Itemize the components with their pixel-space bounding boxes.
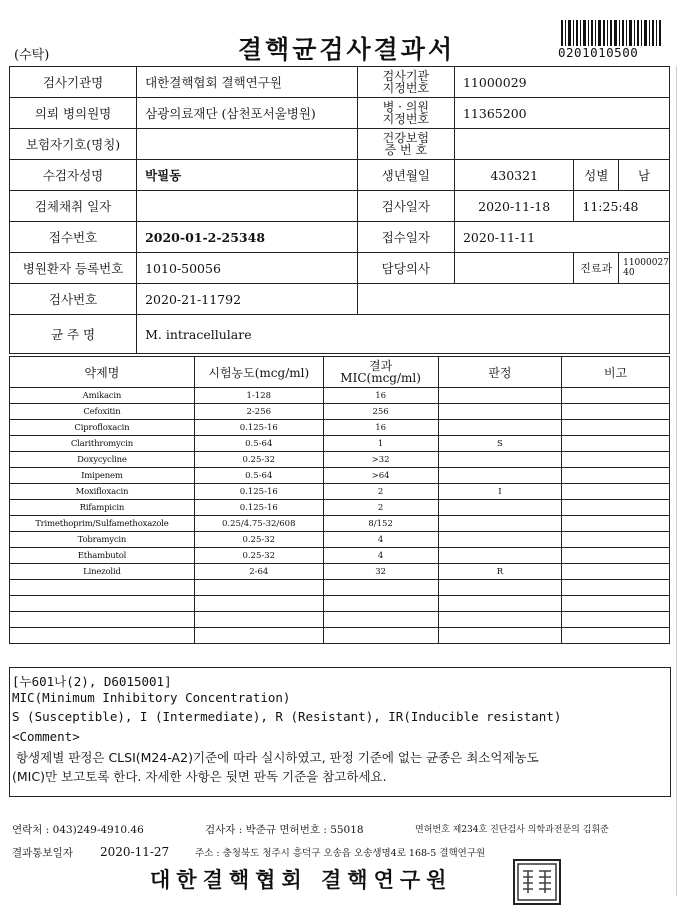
table-row (10, 596, 670, 612)
cell-interp (438, 516, 562, 532)
test-date-label: 검사일자 (357, 191, 454, 222)
document-title: 결핵균검사결과서 (237, 35, 456, 64)
patient-info-table (9, 66, 670, 354)
table-row (10, 484, 670, 500)
table-row (10, 500, 670, 516)
cell-remark (562, 596, 670, 612)
cell-remark (562, 580, 670, 596)
table-row (10, 612, 670, 628)
table-row (10, 564, 670, 580)
species-value: M. intracellulare (137, 315, 670, 354)
cell-range: 1-128 (194, 388, 323, 404)
cell-range: 0.25-32 (194, 452, 323, 468)
cell-interp (438, 612, 562, 628)
dept-label: 진료과 (574, 253, 619, 284)
cell-mic: 8/152 (323, 516, 438, 532)
notes-code: [누601나(2), D6015001] (12, 674, 172, 689)
receipt-tag: (수탁) (14, 48, 50, 63)
empty-cell (357, 284, 669, 315)
lab-code-label: 검사기관 지정번호 (357, 67, 454, 98)
cell-interp (438, 628, 562, 644)
notes-comment-1: 항생제별 판정은 CLSI(M24-A2)기준에 따라 실시하였고, 판정 기준에 없는 균종은 최소억제농도 (12, 750, 539, 765)
cell-remark (562, 436, 670, 452)
patient-name-label: 수검자성명 (10, 160, 137, 191)
cell-range: 0.125-16 (194, 500, 323, 516)
cell-drug (10, 612, 195, 628)
cell-remark (562, 484, 670, 500)
cell-drug: Rifampicin (10, 500, 195, 516)
susceptibility-table (9, 356, 670, 644)
footer-report-date: 2020-11-27 (100, 845, 170, 859)
cell-interp (438, 580, 562, 596)
receipt-no-value: 2020-01-2-25348 (137, 222, 358, 253)
cell-range: 0.25/4.75-32/608 (194, 516, 323, 532)
cell-mic (323, 596, 438, 612)
cell-drug (10, 628, 195, 644)
cell-mic (323, 612, 438, 628)
table-row (10, 404, 670, 420)
col-drug: 약제명 (10, 357, 195, 388)
cell-drug: Cefoxitin (10, 404, 195, 420)
cell-interp (438, 404, 562, 420)
patient-reg-label: 병원환자 등록번호 (10, 253, 137, 284)
cell-mic: 2 (323, 484, 438, 500)
cell-range: 0.25-32 (194, 548, 323, 564)
cell-interp (438, 468, 562, 484)
cell-mic (323, 628, 438, 644)
cell-interp (438, 532, 562, 548)
barcode-number: 0201010500 (558, 45, 639, 60)
footer-license: 면허번호 제234호 진단검사 의학과전문의 김휘준 (415, 825, 609, 835)
cell-remark (562, 388, 670, 404)
cell-remark (562, 548, 670, 564)
scan-edge-line (676, 66, 677, 896)
sex-label: 성별 (574, 160, 619, 191)
footer-address: 주소 : 충청북도 청주시 흥덕구 오송읍 오송생명4로 168-5 결핵연구원 (195, 848, 486, 859)
cell-mic: 16 (323, 420, 438, 436)
health-ins-label: 건강보험 증 번 호 (357, 129, 454, 160)
hospital-label: 의뢰 병의원명 (10, 98, 137, 129)
cell-range: 2-64 (194, 564, 323, 580)
cell-remark (562, 628, 670, 644)
cell-drug: Moxifloxacin (10, 484, 195, 500)
cell-range (194, 596, 323, 612)
cell-drug: Clarithromycin (10, 436, 195, 452)
table-row (10, 580, 670, 596)
footer-report-date-label: 결과통보일자 (12, 847, 73, 859)
cell-drug: Linezolid (10, 564, 195, 580)
cell-remark (562, 420, 670, 436)
patient-name-value: 박필동 (137, 160, 358, 191)
cell-range (194, 580, 323, 596)
cell-mic: 16 (323, 388, 438, 404)
cell-interp (438, 452, 562, 468)
cell-interp: R (438, 564, 562, 580)
barcode-icon (561, 20, 661, 46)
cell-drug: Imipenem (10, 468, 195, 484)
cell-drug: Ciprofloxacin (10, 420, 195, 436)
cell-interp: S (438, 436, 562, 452)
lab-code-value: 11000029 (454, 67, 669, 98)
cell-range: 2-256 (194, 404, 323, 420)
test-no-value: 2020-21-11792 (137, 284, 358, 315)
cell-range (194, 628, 323, 644)
col-remark: 비고 (562, 357, 670, 388)
cell-interp (438, 548, 562, 564)
cell-interp (438, 500, 562, 516)
receipt-date-value: 2020-11-11 (454, 222, 669, 253)
cell-remark (562, 564, 670, 580)
table-row (10, 420, 670, 436)
insurer-label: 보험자기호(명칭) (10, 129, 137, 160)
cell-interp (438, 596, 562, 612)
cell-interp (438, 388, 562, 404)
cell-drug: Trimethoprim/Sulfamethoxazole (10, 516, 195, 532)
cell-mic: 1 (323, 436, 438, 452)
cell-remark (562, 452, 670, 468)
insurer-value (137, 129, 358, 160)
test-date-value: 2020-11-18 (454, 191, 573, 222)
cell-mic (323, 580, 438, 596)
species-label: 균 주 명 (10, 315, 137, 354)
cell-range (194, 612, 323, 628)
cell-range: 0.5-64 (194, 436, 323, 452)
hospital-code-value: 11365200 (454, 98, 669, 129)
cell-interp (438, 420, 562, 436)
cell-mic: 4 (323, 548, 438, 564)
notes-legend: S (Susceptible), I (Intermediate), R (Resistant), IR(Inducible resistant) (12, 709, 562, 724)
cell-remark (562, 468, 670, 484)
lab-org-value: 대한결핵협회 결핵연구원 (137, 67, 358, 98)
cell-range: 0.125-16 (194, 484, 323, 500)
cell-drug (10, 580, 195, 596)
receipt-date-label: 접수일자 (357, 222, 454, 253)
official-seal-icon (513, 859, 561, 905)
test-time-value: 11:25:48 (574, 191, 670, 222)
lab-org-label: 검사기관명 (10, 67, 137, 98)
hospital-value: 삼광의료재단 (삼천포서울병원) (137, 98, 358, 129)
cell-drug (10, 596, 195, 612)
table-row (10, 388, 670, 404)
table-row (10, 532, 670, 548)
health-ins-value (454, 129, 669, 160)
table-row (10, 628, 670, 644)
footer-examiner: 검사자 : 박준규 면허번호 : 55018 (205, 824, 364, 836)
cell-drug: Ethambutol (10, 548, 195, 564)
cell-remark (562, 532, 670, 548)
cell-drug: Amikacin (10, 388, 195, 404)
cell-remark (562, 612, 670, 628)
cell-mic: >32 (323, 452, 438, 468)
birth-value: 430321 (454, 160, 573, 191)
collect-date-label: 검체채취 일자 (10, 191, 137, 222)
sex-value: 남 (619, 160, 670, 191)
cell-mic: >64 (323, 468, 438, 484)
cell-mic: 2 (323, 500, 438, 516)
cell-mic: 4 (323, 532, 438, 548)
cell-drug: Doxycycline (10, 452, 195, 468)
notes-comment-label: <Comment> (12, 729, 80, 744)
dept-value: 11000027 40 (619, 253, 670, 284)
footer-contact: 연락처 : 043)249-4910.46 (12, 824, 144, 836)
patient-reg-value: 1010-50056 (137, 253, 358, 284)
col-mic: 결과 MIC(mcg/ml) (323, 357, 438, 388)
table-row (10, 468, 670, 484)
cell-remark (562, 500, 670, 516)
collect-date-value (137, 191, 358, 222)
cell-drug: Tobramycin (10, 532, 195, 548)
hospital-code-label: 병 · 의원 지정번호 (357, 98, 454, 129)
cell-mic: 256 (323, 404, 438, 420)
notes-comment-2: (MIC)만 보고토록 한다. 자세한 사항은 뒷면 판독 기준을 참고하세요. (12, 769, 387, 784)
table-row (10, 452, 670, 468)
organization-name: 대한결핵협회 결핵연구원 (150, 867, 453, 892)
doctor-label: 담당의사 (357, 253, 454, 284)
cell-range: 0.5-64 (194, 468, 323, 484)
notes-mic-def: MIC(Minimum Inhibitory Concentration) (12, 690, 291, 705)
test-no-label: 검사번호 (10, 284, 137, 315)
cell-range: 0.125-16 (194, 420, 323, 436)
doctor-value (454, 253, 573, 284)
receipt-no-label: 접수번호 (10, 222, 137, 253)
cell-remark (562, 516, 670, 532)
birth-label: 생년월일 (357, 160, 454, 191)
cell-range: 0.25-32 (194, 532, 323, 548)
col-interp: 판정 (438, 357, 562, 388)
cell-interp: I (438, 484, 562, 500)
table-row (10, 436, 670, 452)
cell-remark (562, 404, 670, 420)
col-range: 시험농도(mcg/ml) (194, 357, 323, 388)
table-row (10, 516, 670, 532)
cell-mic: 32 (323, 564, 438, 580)
table-row (10, 548, 670, 564)
